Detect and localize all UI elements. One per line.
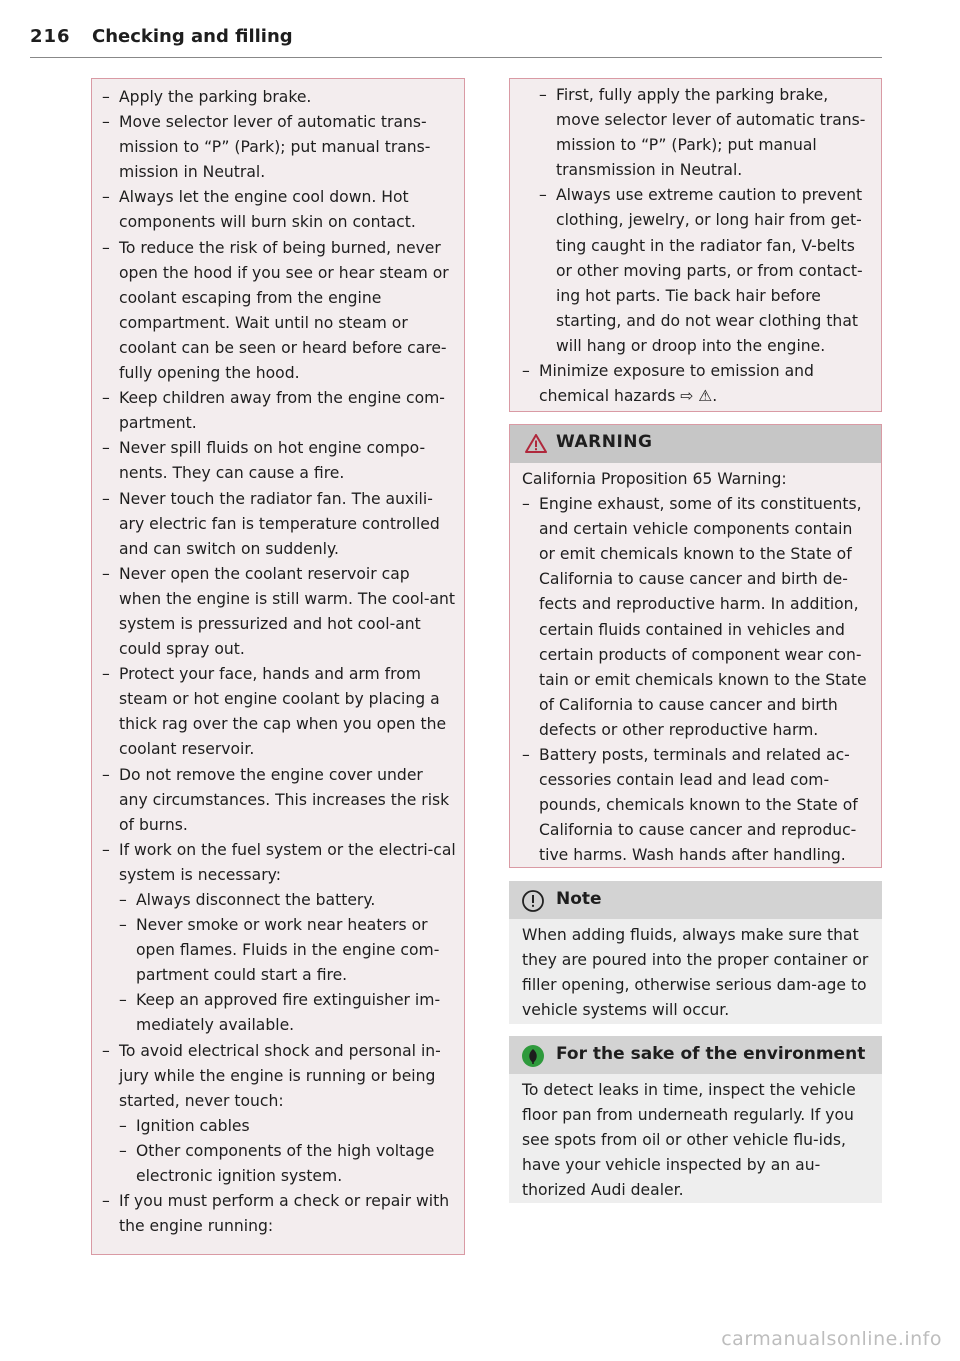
environment-block (509, 1036, 882, 1203)
list-item: – Move selector lever of automatic trans-mission to “P” (Park); put manual trans-mission in Neutral. (102, 113, 431, 182)
list-item-text: Always let the engine cool down. Hot components will burn skin on contact. (119, 188, 416, 232)
precautions-list (102, 85, 456, 1239)
list-item-text: Do not remove the engine cover under any circumstances. This increases the risk of burns. (119, 765, 450, 834)
list-item-text: Always disconnect the battery. (136, 891, 376, 909)
list-item-text: First, fully apply the parking brake, move selector lever of automatic trans-mission to “P” (Park); put manual transmission in Neutral. (556, 86, 866, 180)
list-item-text: Minimize exposure to emission and chemical hazards ⇨ ⚠. (539, 362, 814, 406)
list-item: – To avoid electrical shock and personal in-jury while the engine is running or being started, never touch: (102, 1041, 441, 1110)
safety-precautions-box (91, 78, 465, 1255)
list-item-text: Always use extreme caution to prevent clothing, jewelry, or long hair from get-ting caught in the radiator fan, V-belts or other moving parts, or from contact-ing hot parts. Tie back hair before starting, and do not wear clothing that will hang or droop into the engine. (556, 186, 863, 355)
list-item: – Apply the parking brake. (102, 88, 312, 106)
warning-title: WARNING (556, 432, 653, 452)
note-block (509, 881, 882, 1024)
warning-triangle-icon (525, 434, 547, 453)
list-item-text: If work on the fuel system or the electri-cal system is necessary: (119, 840, 456, 884)
sub-list-item: – Keep an approved fire extinguisher im-mediately available. (119, 991, 441, 1035)
exclamation-circle-icon (521, 889, 545, 913)
page-header (30, 24, 882, 58)
environment-title: For the sake of the environment (556, 1044, 866, 1064)
watermark: carmanualsonline.info (721, 1328, 942, 1350)
list-item: – Battery posts, terminals and related ac-cessories contain lead and lead com-pounds, chemicals known to the State of California to cause cancer and reproduc-tive harms. Wash hands after handling. (522, 746, 858, 865)
list-item-text: Other components of the high voltage electronic ignition system. (136, 1141, 435, 1186)
sub-list-item: – Always disconnect the battery. (119, 891, 376, 909)
warning-intro: California Proposition 65 Warning: (522, 470, 787, 488)
list-item-text: Ignition cables (136, 1116, 250, 1135)
list-item-text: Never smoke or work near heaters or open flames. Fluids in the engine com-partment could start a fire. (136, 916, 440, 985)
sub-list-item: – First, fully apply the parking brake, move selector lever of automatic trans-mission to “P” (Park); put manual transmission in Neutral. (539, 86, 866, 180)
list-item-text: To reduce the risk of being burned, never open the hood if you see or hear steam or coolant escaping from the engine compartment. Wait until no steam or coolant can be seen or heard before care-fully opening the hood. (119, 238, 449, 383)
warning-block (509, 424, 882, 868)
leaf-circle-icon (521, 1044, 545, 1068)
environment-body: To detect leaks in time, inspect the vehicle floor pan from underneath regularly. If you see spots from oil or other vehicle flu-ids, have your vehicle inspected by an au-thorized Audi dealer. (522, 1081, 856, 1200)
list-item: – Protect your face, hands and arm from steam or hot engine coolant by placing a thick rag over the cap when you open the coolant reservoir. (102, 665, 447, 759)
environment-header (509, 1036, 882, 1074)
list-item-text: Never open the coolant reservoir cap when the engine is still warm. The cool-ant system is pressurized and hot cool-ant could spray out. (119, 564, 456, 659)
section-title: Checking and filling (92, 26, 293, 47)
note-title: Note (556, 889, 602, 909)
page-number: 216 (30, 26, 71, 47)
list-item-text: If you must perform a check or repair with the engine running: (119, 1192, 450, 1236)
list-item: – To reduce the risk of being burned, never open the hood if you see or hear steam or coolant escaping from the engine compartment. Wait until no steam or coolant can be seen or heard before care-fully opening the hood. (102, 238, 449, 383)
list-item: – Engine exhaust, some of its constituents, and certain vehicle components contain or emit chemicals known to the State of California to cause cancer and birth de-fects and reproductive harm. In addition, certain fluids contained in vehicles and certain products of component wear con-tain or emit chemicals known to the State of California to cause cancer and birth defects or other reproductive harm. (522, 495, 867, 739)
list-item-text: Never touch the radiator fan. The auxili-ary electric fan is temperature controlled and can switch on suddenly. (119, 489, 440, 558)
sub-list-item: – Never smoke or work near heaters or open flames. Fluids in the engine com-partment could start a fire. (119, 916, 440, 985)
list-item-text: Engine exhaust, some of its constituents, and certain vehicle components contain or emit chemicals known to the State of California to cause cancer and birth de-fects and reproductive harm. In addition, certain fluids contained in vehicles and certain products of component wear con-tain or emit chemicals known to the State of California to cause cancer and birth defects or other reproductive harm. (539, 495, 867, 739)
list-item: – Never spill fluids on hot engine compo-nents. They can cause a fire. (102, 439, 426, 483)
sub-list-item: – Ignition cables (119, 1116, 250, 1135)
list-item: – Never touch the radiator fan. The auxili-ary electric fan is temperature controlled and can switch on suddenly. (102, 489, 440, 558)
list-item-text: Never spill fluids on hot engine compo-nents. They can cause a fire. (119, 439, 426, 483)
list-item-text: Move selector lever of automatic trans-mission to “P” (Park); put manual trans-mission in Neutral. (119, 113, 431, 182)
list-item-text: Keep an approved fire extinguisher im-mediately available. (136, 991, 441, 1035)
list-item-text: To avoid electrical shock and personal in-jury while the engine is running or being started, never touch: (119, 1041, 441, 1110)
list-item-text: Battery posts, terminals and related ac-cessories contain lead and lead com-pounds, chemicals known to the State of California to cause cancer and reproduc-tive harms. Wash hands after handling. (539, 746, 858, 865)
note-header (509, 881, 882, 919)
list-item: – Keep children away from the engine com-partment. (102, 389, 445, 433)
sub-list-item: – Always use extreme caution to prevent clothing, jewelry, or long hair from get-ting caught in the radiator fan, V-belts or other moving parts, or from contact-ing hot parts. Tie back hair before starting, and do not wear clothing that will hang or droop into the engine. (539, 186, 863, 355)
note-body: When adding fluids, always make sure that they are poured into the proper container or filler opening, otherwise serious dam-age to vehicle systems will occur. (522, 926, 869, 1020)
list-item-text: Apply the parking brake. (119, 88, 312, 106)
precautions-list-continued (522, 83, 873, 409)
list-item: – Do not remove the engine cover under any circumstances. This increases the risk of burns. (102, 765, 450, 834)
list-item: – Never open the coolant reservoir cap when the engine is still warm. The cool-ant system is pressurized and hot cool-ant could spray out. (102, 564, 456, 659)
warning-list (522, 492, 873, 868)
list-item: – If you must perform a check or repair with the engine running: (102, 1192, 450, 1236)
list-item-text: Protect your face, hands and arm from steam or hot engine coolant by placing a thick rag over the cap when you open the coolant reservoir. (119, 665, 447, 759)
safety-precautions-continued-box (509, 78, 882, 412)
warning-header (510, 425, 881, 463)
list-item: – If work on the fuel system or the electri-cal system is necessary: (102, 840, 456, 884)
list-item: – Minimize exposure to emission and chemical hazards ⇨ ⚠. (522, 362, 814, 406)
list-item: – Always let the engine cool down. Hot components will burn skin on contact. (102, 188, 416, 232)
sub-list-item: – Other components of the high voltage electronic ignition system. (119, 1141, 435, 1186)
warning-body (510, 463, 881, 869)
list-item-text: Keep children away from the engine com-partment. (119, 389, 445, 433)
